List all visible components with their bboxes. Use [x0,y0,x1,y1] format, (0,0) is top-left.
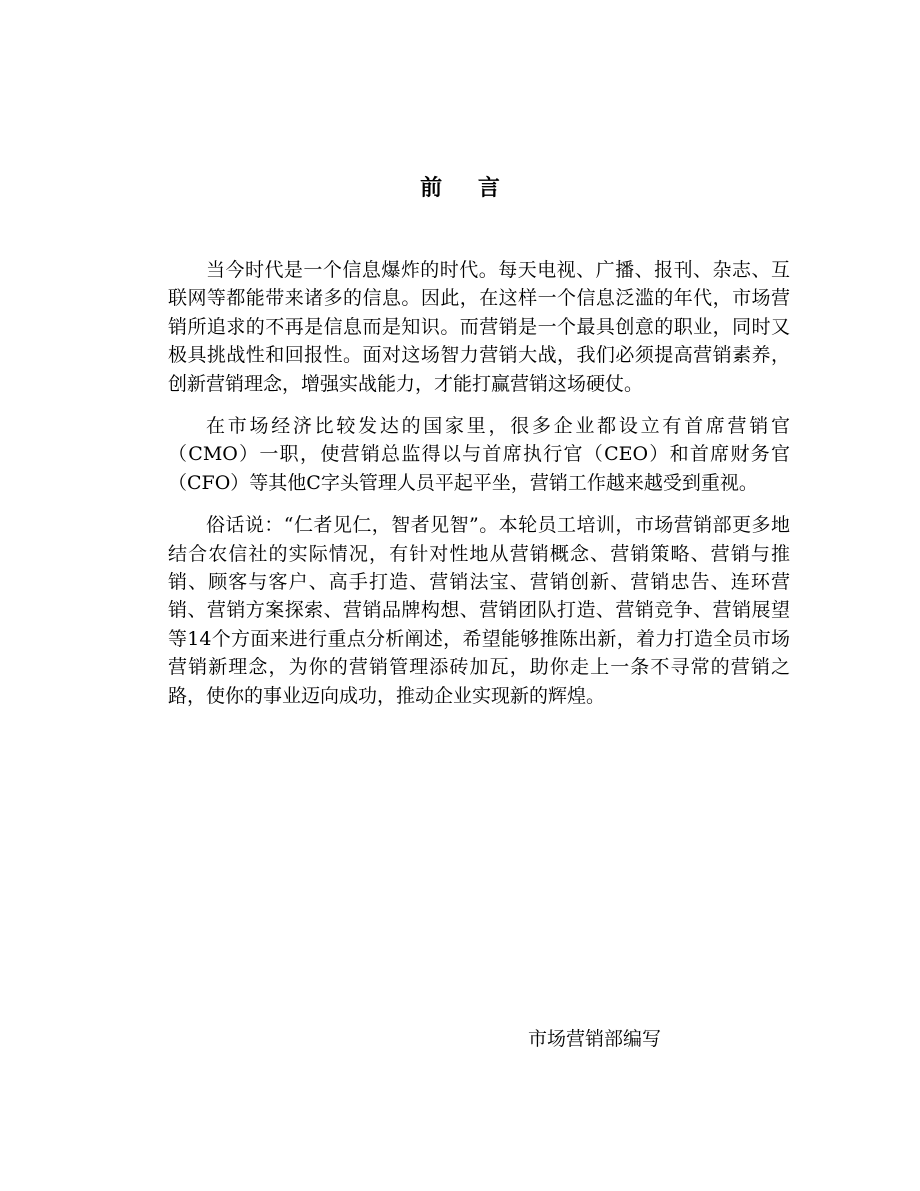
page-title: 前 言 [420,174,514,201]
paragraph-3: 俗话说：“仁者见仁，智者见智”。本轮员工培训，市场营销部更多地结合农信社的实际情况，有针对性地从营销概念、营销策略、营销与推销、顾客与客户、高手打造、营销法宝、营销创新、营销忠告、连环营销、营销方案探索、营销品牌构想、营销团队打造、营销竞争、营销展望等14个方面来进行重点分析阐述，希望能够推陈出新，着力打造全员市场营销新理念，为你的营销管理添砖加瓦，助你走上一条不寻常的营销之路，使你的事业迈向成功，推动企业实现新的辉煌。 [168,514,790,707]
author-signature: 市场营销部编写 [528,1028,662,1050]
paragraph-2: 在市场经济比较发达的国家里，很多企业都设立有首席营销官（CMO）一职，使营销总监得以与首席执行官（CEO）和首席财务官（CFO）等其他C字头管理人员平起平坐，营销工作越来越受到重视。 [168,415,790,494]
preface-body [168,256,790,724]
paragraph-1: 当今时代是一个信息爆炸的时代。每天电视、广播、报刊、杂志、互联网等都能带来诸多的信息。因此，在这样一个信息泛滥的年代，市场营销所追求的不再是信息而是知识。而营销是一个最具创意的职业，同时又极具挑战性和回报性。面对这场智力营销大战，我们必须提高营销素养，创新营销理念，增强实战能力，才能打赢营销这场硬仗。 [168,259,790,395]
